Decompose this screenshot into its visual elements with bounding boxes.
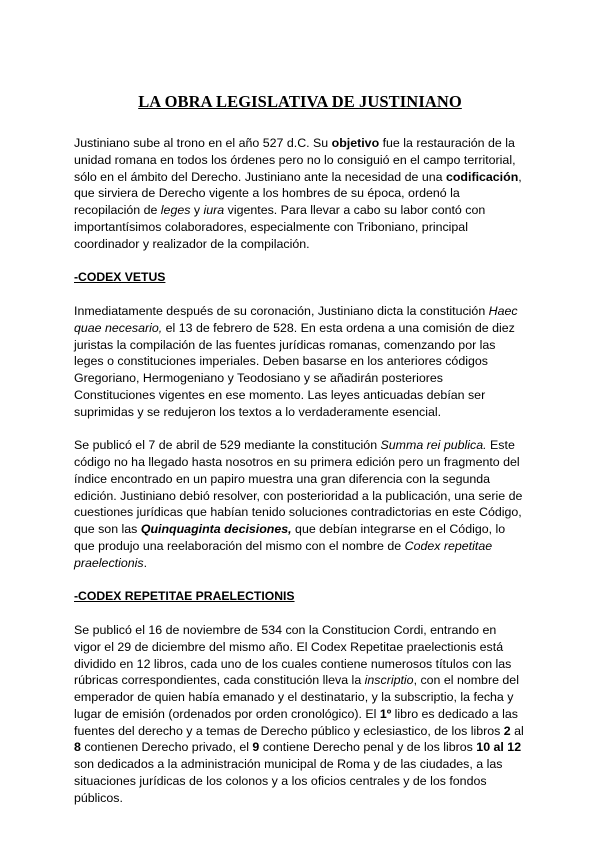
italic-term-codex-repetitae: Codex repetitae praelectionis [74, 538, 493, 570]
bold-number: 1º [379, 706, 392, 721]
bold-number: 8 [74, 740, 81, 755]
text-run: contiene Derecho penal y de los libros [259, 740, 477, 755]
text-run: . [143, 555, 148, 570]
text-run: fue la restauración de la unidad romana en todos los órdenes pero no lo consiguió en el campo territorial, sólo en el ámbito del Derecho. Justiniano ante la necesidad de una [74, 136, 516, 184]
bold-italic-term-quinquaginta: Quinquaginta decisiones, [140, 522, 292, 537]
italic-term-leges: leges [160, 203, 191, 218]
italic-term-iura: iura [203, 203, 225, 218]
text-run: , que sirviera de Derecho vigente a los hombres de su época, ordenó la recopilación de [74, 169, 522, 218]
text-run: al [510, 723, 524, 738]
document-body [74, 135, 526, 823]
bold-term-codificacion: codificación [445, 169, 519, 184]
text-run: libro es dedicado a las fuentes del derecho y a temas de Derecho público y eclesiastico, de los libros [74, 706, 518, 738]
text-run: vigentes. Para llevar a cabo su labor contó con importantísimos colaboradores, especialmente con Triboniano, principal coordinador y realizador de la compilación. [74, 203, 486, 251]
codex-vetus-paragraph-1 [74, 303, 526, 421]
text-run: son dedicados a la administración municipal de Roma y de las ciudades, a las situaciones jurídicas de los colonos y a los oficios centrales y de los fondos públicos. [74, 757, 503, 805]
codex-vetus-paragraph-2 [74, 437, 526, 571]
text-run: , con el nombre del emperador de quien había emanado y el destinatario, y la subscriptio, la fecha y lugar de emisión (ordenados por orden cronológico). El [74, 673, 519, 721]
intro-paragraph [74, 135, 526, 253]
text-run: y [190, 203, 204, 218]
text-run: Se publicó el 16 de noviembre de 534 con la Constitucion Cordi, entrando en vigor el 29 de diciembre del mismo año. El Codex Repetitae praelectionis está dividido en 12 libros, cada uno de los cuales contiene numerosos títulos con las rúbricas correspondientes, cada constitución lleva la [74, 622, 512, 688]
bold-number: 2 [503, 723, 511, 738]
codex-repetitae-paragraph [74, 622, 526, 807]
italic-term-inscriptio: inscriptio [364, 673, 414, 688]
bold-number: 9 [252, 740, 260, 755]
text-run: Se publicó el 7 de abril de 529 mediante la constitución [74, 438, 381, 453]
page-title: LA OBRA LEGISLATIVA DE JUSTINIANO [138, 92, 462, 111]
text-run: que debían integrarse en el Código, lo que produjo una reelaboración del mismo con el nombre de [74, 522, 506, 553]
section-heading-codex-vetus: -CODEX VETUS [74, 270, 166, 285]
section-heading-codex-repetitae: -CODEX REPETITAE PRAELECTIONIS [74, 589, 295, 604]
text-run: el 13 de febrero de 528. En esta ordena a una comisión de diez juristas la compilación de las fuentes jurídicas romanas, comenzando por las leges o constituciones imperiales. Deben basarse en los anteriores códigos Gregoriano, Hermogeniano y Teodosiano y se añadirán posteriores Constituciones vigentes en ese momento. Las leyes anticuadas debían ser suprimidas y se redujeron los textos a lo verdaderamente esencial. [74, 320, 515, 419]
text-run: Inmediatamente después de su coronación, Justiniano dicta la constitución [74, 303, 489, 318]
italic-term-summa: Summa rei publica. [380, 438, 487, 453]
bold-term-objetivo: objetivo [331, 136, 380, 150]
bold-number: 10 al 12 [476, 740, 522, 755]
text-run: Este código no ha llegado hasta nosotros en su primera edición pero un fragmento del índice encontrado en un papiro muestra una gran diferencia con la segunda edición. Justiniano debió resolver, con posterioridad a la publicación, una serie de cuestiones jurídicas que habían tenido soluciones contradictorias en este Código, que son las [74, 438, 523, 537]
text-run: contienen Derecho privado, el [80, 740, 253, 755]
italic-term-haec: Haec quae necesario, [74, 303, 518, 335]
text-run: Justiniano sube al trono en el año 527 d.C. Su [74, 136, 332, 150]
